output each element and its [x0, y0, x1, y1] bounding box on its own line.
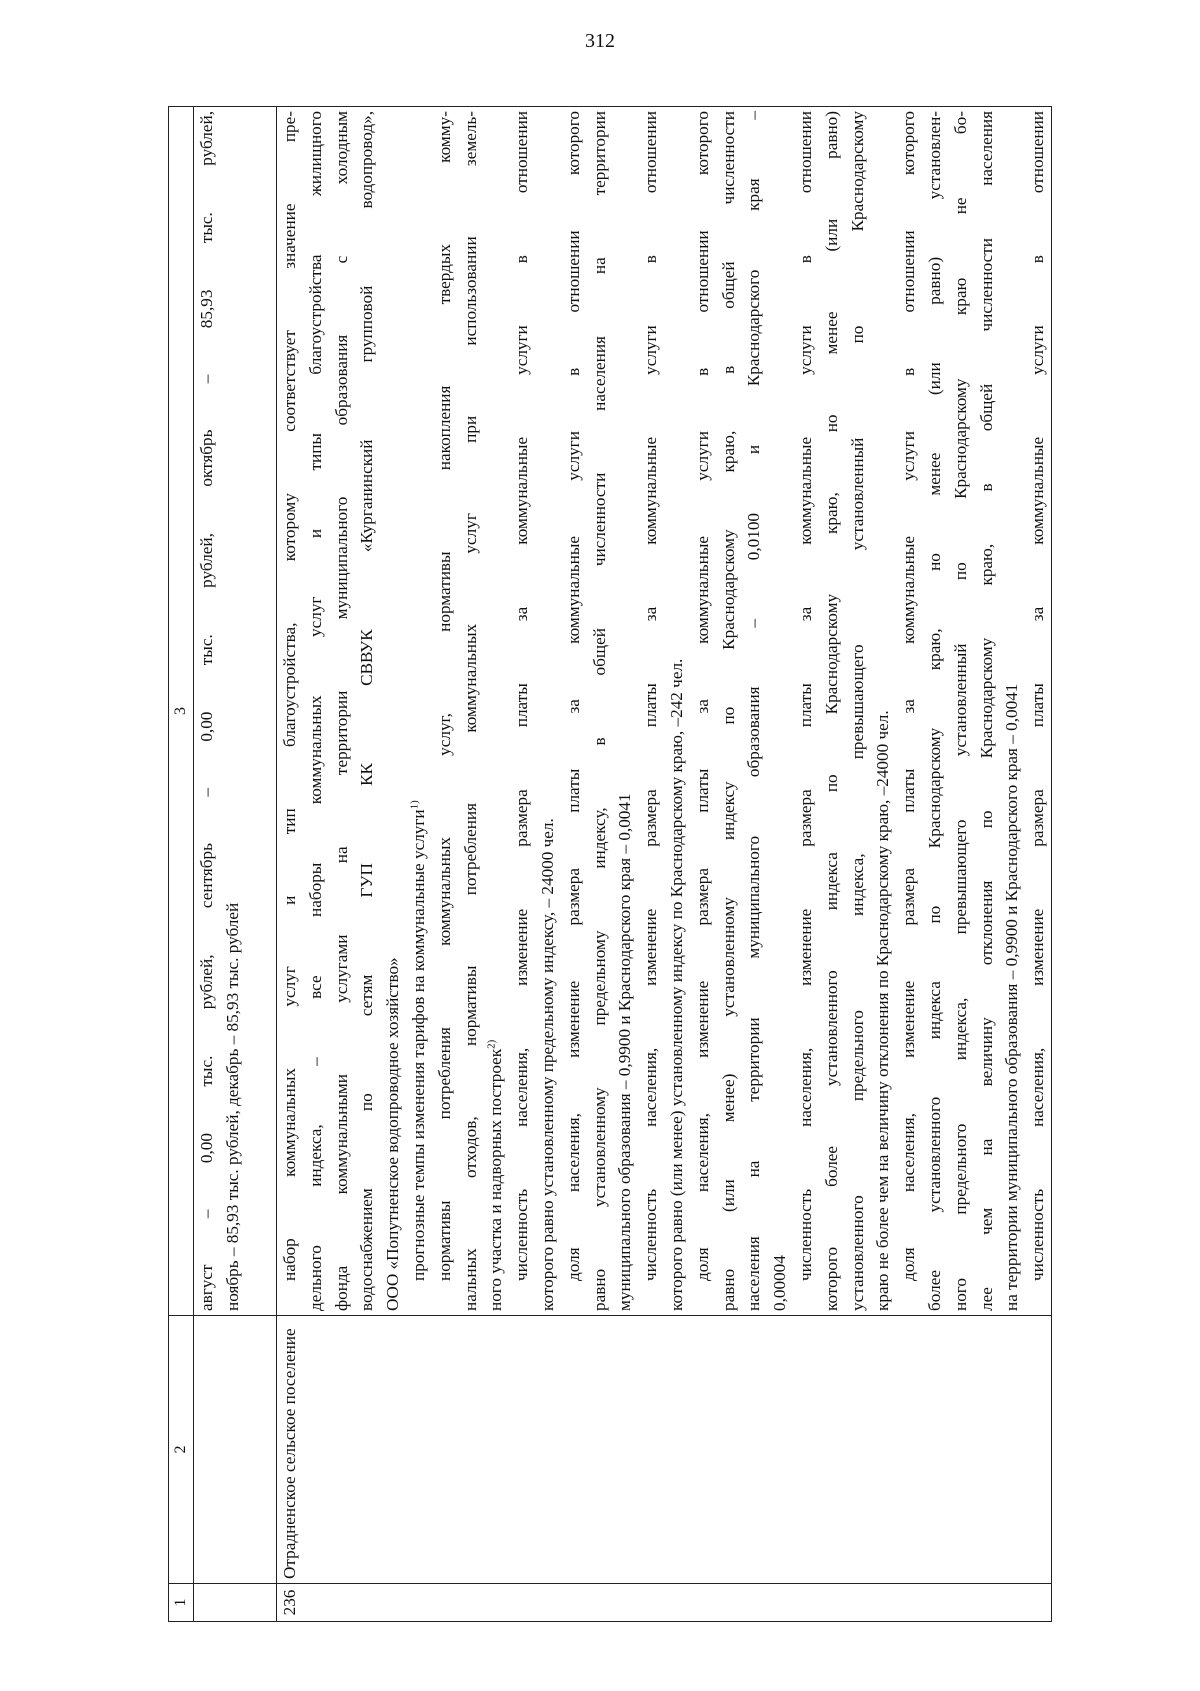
continuation-row	[194, 107, 277, 1622]
text-line: август – 0,00 тыс. рублей, сентябрь – 0,00 тыс. рублей, октябрь – 85,93 тыс. рублей,	[197, 111, 216, 1311]
text-line: доля населения, изменение размера платы за коммунальные услуги в отношении которого	[899, 111, 919, 1281]
table-row	[277, 107, 1052, 1622]
text-line: ноябрь – 85,93 тыс. рублей, декабрь – 85,93 тыс. рублей	[222, 902, 242, 1311]
text-line: численность населения, изменение размера платы за коммунальные услуги в отношении	[795, 111, 815, 1281]
footnote-mark: 2)	[485, 1039, 498, 1049]
text-line: нальных отходов, нормативы потребления коммунальных услуг при использовании земель-	[460, 111, 480, 1311]
text-line: которого равно установленному предельному индексу, – 24000 чел.	[537, 818, 557, 1311]
text-line: краю не более чем на величину отклонения по Краснодарскому краю, –24000 чел.	[873, 710, 893, 1311]
municipality-name: Отрадненское сельское поселение	[277, 1316, 1052, 1584]
text-line: ООО «Попутненское водопроводное хозяйство»	[383, 957, 403, 1311]
text-line: равно установленному предельному индексу, в общей численности населения на территории	[589, 111, 609, 1311]
text-line-content: ного участка и надворных построек	[486, 1048, 506, 1311]
text-line: численность населения, изменение размера платы за коммунальные услуги в отношении	[641, 111, 661, 1281]
text-line: населения на территории муниципального образования – 0,0100 и Краснодарского края –	[744, 111, 764, 1311]
text-line: набор коммунальных услуг и тип благоустройства, которому соответствует значение пре-	[280, 111, 299, 1281]
header-col-1: 1	[169, 1584, 194, 1622]
row-number: 236	[277, 1584, 1052, 1622]
text-line-content: прогнозные темпы изменения тарифов на коммунальные услуги	[408, 809, 428, 1281]
text-line: на территории муниципального образования – 0,9900 и Краснодарского края – 0,0041	[1002, 683, 1022, 1311]
text-line: более установленного индекса по Краснодарскому краю, но менее (или равно) установлен-	[924, 111, 944, 1311]
continuation-cell-2	[194, 1316, 277, 1584]
text-line: установленного предельного индекса, превышающего установленный по Краснодарскому	[847, 111, 867, 1311]
continuation-text-cell	[194, 107, 277, 1316]
text-line: доля населения, изменение размера платы за коммунальные услуги в отношении которого	[692, 111, 712, 1281]
text-line: равно (или менее) установленному индексу по Краснодарскому краю, в общей численности	[718, 111, 738, 1311]
footnote-mark: 1)	[408, 800, 421, 810]
header-col-2: 2	[169, 1316, 194, 1584]
text-line	[483, 111, 509, 1311]
text-line: фонда коммунальными услугами на территории муниципального образования с холодным	[331, 111, 351, 1311]
text-line: нормативы потребления коммунальных услуг, нормативы накопления твердых комму-	[434, 111, 454, 1281]
continuation-cell-1	[194, 1584, 277, 1622]
text-line: муниципального образования – 0,9900 и Краснодарского края – 0,0041	[615, 793, 635, 1311]
text-line: которого равно (или менее) установленному индексу по Краснодарскому краю, –242 чел.	[666, 658, 686, 1311]
text-line: водоснабжением по сетям ГУП КК СВВУК «Курганинский групповой водопровод»,	[357, 111, 377, 1311]
text-line: доля населения, изменение размера платы за коммунальные услуги в отношении которого	[563, 111, 583, 1281]
text-line: дельного индекса, – все наборы коммунальных услуг и типы благоустройства жилищного	[305, 111, 325, 1311]
text-line: численность населения, изменение размера платы за коммунальные услуги в отношении	[1028, 111, 1048, 1281]
text-line: лее чем на величину отклонения по Краснодарскому краю, в общей численности населения	[976, 111, 996, 1311]
tariff-table	[168, 106, 1052, 1622]
text-line: ного предельного индекса, превышающего установленный по Краснодарскому краю не бо-	[950, 111, 970, 1311]
header-row	[169, 107, 194, 1622]
text-line	[406, 111, 432, 1311]
header-col-3: 3	[169, 107, 194, 1316]
row-details-cell	[277, 107, 1052, 1316]
text-line: которого более установленного индекса по Краснодарскому краю, но менее (или равно)	[821, 111, 841, 1311]
text-line: численность населения, изменение размера платы за коммунальные услуги в отношении	[512, 111, 532, 1281]
page-number: 312	[585, 30, 615, 52]
rotated-table-container	[168, 107, 1048, 1622]
text-line: 0,00004	[770, 1255, 790, 1311]
